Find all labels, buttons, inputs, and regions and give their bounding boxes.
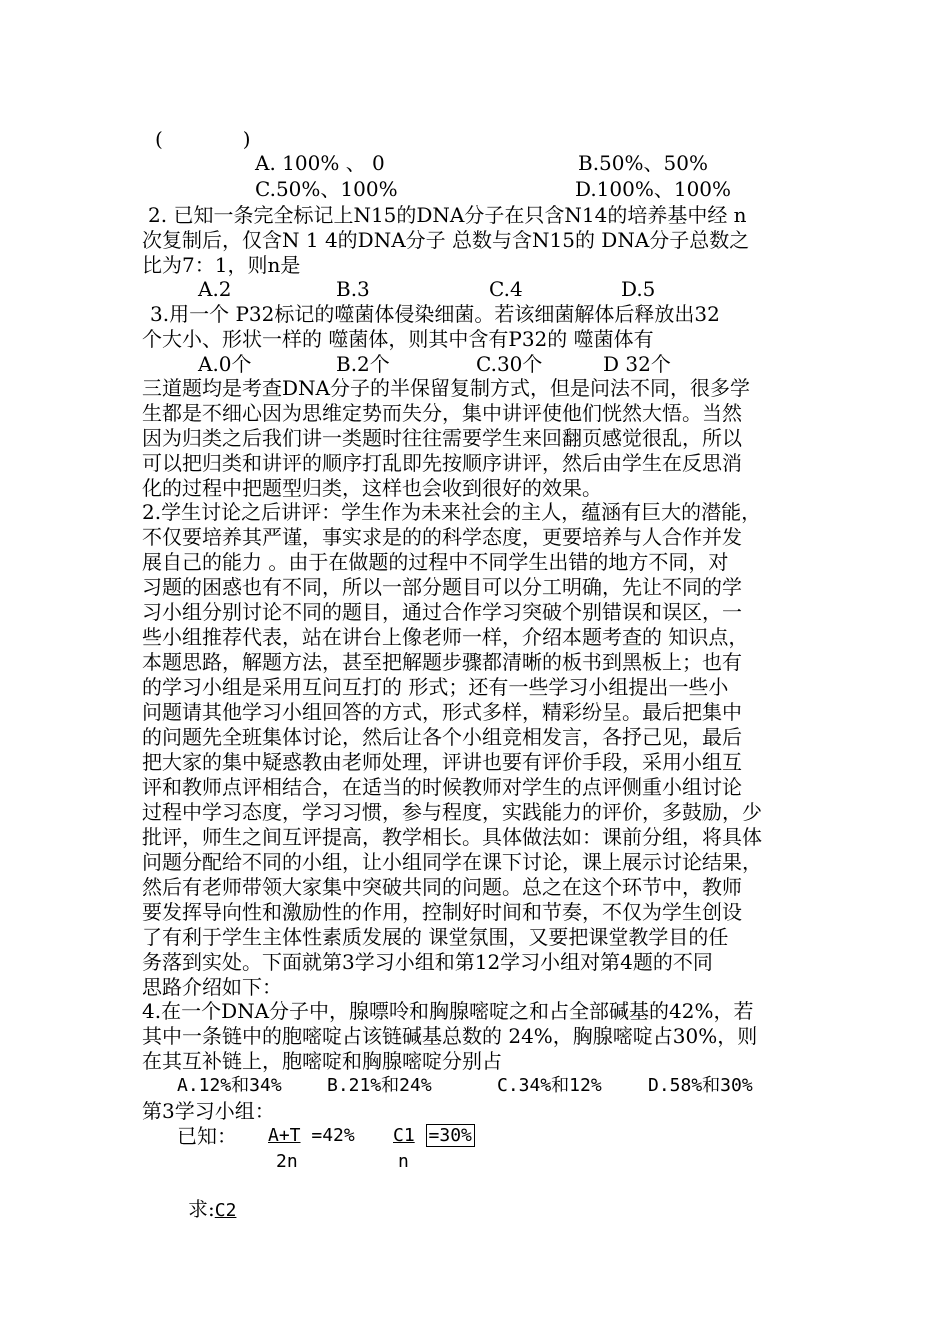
para2-line: 些小组推荐代表，站在讲台上像老师一样，介绍本题考查的 知识点， xyxy=(142,625,749,649)
fraction-2-denominator: n xyxy=(398,1151,409,1172)
fraction-2-numerator-text: C1 xyxy=(393,1125,415,1146)
fraction-2-numerator xyxy=(393,1124,475,1148)
q1-option-d: D.100%、100% xyxy=(575,177,732,201)
para1-line: 可以把归类和讲评的顺序打乱即先按顺序讲评，然后由学生在反思消 xyxy=(142,451,742,475)
para2-line: 问题分配给不同的小组，让小组同学在课下讨论，课上展示讨论结果， xyxy=(142,850,762,874)
para2-line: 批评，师生之间互评提高，教学相长。具体做法如：课前分组，将具体 xyxy=(142,825,762,849)
q2-line-2: 次复制后，仅含N 1 4的DNA分子 总数与含N15的 DNA分子总数之 xyxy=(142,228,750,252)
q4-option-a: A.12%和34% xyxy=(177,1075,282,1096)
q2-line-1: 2. 已知一条完全标记上N15的DNA分子在只含N14的培养基中经 n xyxy=(148,203,747,227)
q2-option-a: A.2 xyxy=(198,277,232,301)
q1-option-a: A. 100% 、 0 xyxy=(255,151,385,175)
q3-option-a: A.0个 xyxy=(198,352,252,376)
fraction-2-value: =30% xyxy=(426,1124,475,1147)
q1-answer-bracket: ( ) xyxy=(155,127,251,151)
para2-line: 习小组分别讨论不同的题目，通过合作学习突破个别错误和误区，一 xyxy=(142,600,742,624)
q1-option-b: B.50%、50% xyxy=(578,151,708,175)
para1-line: 生都是不细心因为思维定势而失分，集中讲评使他们恍然大悟。当然 xyxy=(142,401,742,425)
para2-line: 过程中学习态度，学习习惯，参与程度，实践能力的评价，多鼓励，少 xyxy=(142,800,762,824)
q3-option-b: B.2个 xyxy=(336,352,390,376)
para2-line: 把大家的集中疑惑教由老师处理，评讲也要有评价手段，采用小组互 xyxy=(142,750,742,774)
para2-line: 的学习小组是采用互问互打的 形式；还有一些学习小组提出一些小 xyxy=(142,675,729,699)
fraction-1-numerator-text: A+T xyxy=(268,1125,301,1146)
q2-line-3: 比为7：1，则n是 xyxy=(142,253,301,277)
para2-line: 问题请其他学习小组回答的方式，形式多样，精彩纷呈。最后把集中 xyxy=(142,700,742,724)
q4-option-c: C.34%和12% xyxy=(497,1075,602,1096)
para2-line: 习题的困惑也有不同，所以一部分题目可以分工明确，先让不同的学 xyxy=(142,575,742,599)
para2-line: 2.学生讨论之后讲评：学生作为未来社会的主人，蕴涵有巨大的潜能， xyxy=(142,500,762,524)
group3-title: 第3学习小组： xyxy=(142,1099,275,1123)
q4-option-d: D.58%和30% xyxy=(648,1075,753,1096)
q4-option-b: B.21%和24% xyxy=(327,1075,432,1096)
q1-option-c: C.50%、100% xyxy=(255,177,398,201)
q2-option-c: C.4 xyxy=(489,277,523,301)
para1-line: 三道题均是考查DNA分子的半保留复制方式，但是问法不同，很多学 xyxy=(142,376,750,400)
q2-option-d: D.5 xyxy=(621,277,656,301)
para2-line: 要发挥导向性和激励性的作用，控制好时间和节奏，不仅为学生创设 xyxy=(142,900,742,924)
q4-line-2: 其中一条链中的胞嘧啶占该链碱基总数的 24%，胸腺嘧啶占30%，则 xyxy=(142,1024,758,1048)
fraction-1-denominator: 2n xyxy=(276,1151,298,1172)
para2-line: 然后有老师带领大家集中突破共同的问题。总之在这个环节中，教师 xyxy=(142,875,742,899)
para2-line: 评和教师点评相结合，在适当的时候教师对学生的点评侧重小组讨论 xyxy=(142,775,742,799)
para2-line: 展自己的能力 。由于在做题的过程中不同学生出错的地方不同，对 xyxy=(142,550,729,574)
fraction-1-value: =42% xyxy=(311,1125,355,1146)
para2-line: 的问题先全班集体讨论，然后让各个小组竞相发言，各抒己见，最后 xyxy=(142,725,742,749)
q4-line-1: 4.在一个DNA分子中，腺嘌呤和胸腺嘧啶之和占全部碱基的42%，若 xyxy=(142,999,754,1023)
find-label: 求: xyxy=(188,1197,215,1221)
q3-option-d: D 32个 xyxy=(603,352,671,376)
q3-line-1: 3.用一个 P32标记的噬菌体侵染细菌。若该细菌解体后释放出32 xyxy=(150,302,720,326)
para2-line: 本题思路，解题方法，甚至把解题步骤都清晰的板书到黑板上；也有 xyxy=(142,650,742,674)
para2-line: 务落到实处。下面就第3学习小组和第12学习小组对第4题的不同 xyxy=(142,950,713,974)
fraction-1-numerator xyxy=(268,1124,355,1148)
find-line xyxy=(188,1197,236,1223)
q3-option-c: C.30个 xyxy=(476,352,543,376)
para2-line: 思路介绍如下： xyxy=(142,975,282,999)
q3-line-2: 个大小、形状一样的 噬菌体，则其中含有P32的 噬菌体有 xyxy=(142,327,654,351)
find-value: C2 xyxy=(214,1200,237,1221)
para2-line: 不仅要培养其严谨，事实求是的的科学态度，更要培养与人合作并发 xyxy=(142,525,742,549)
q2-option-b: B.3 xyxy=(336,277,370,301)
para1-line: 化的过程中把题型归类，这样也会收到很好的效果。 xyxy=(142,476,602,500)
known-label: 已知： xyxy=(177,1124,237,1148)
q4-line-3: 在其互补链上，胞嘧啶和胸腺嘧啶分别占 xyxy=(142,1049,502,1073)
para2-line: 了有利于学生主体性素质发展的 课堂氛围，又要把课堂教学目的任 xyxy=(142,925,729,949)
para1-line: 因为归类之后我们讲一类题时往往需要学生来回翻页感觉很乱，所以 xyxy=(142,426,742,450)
